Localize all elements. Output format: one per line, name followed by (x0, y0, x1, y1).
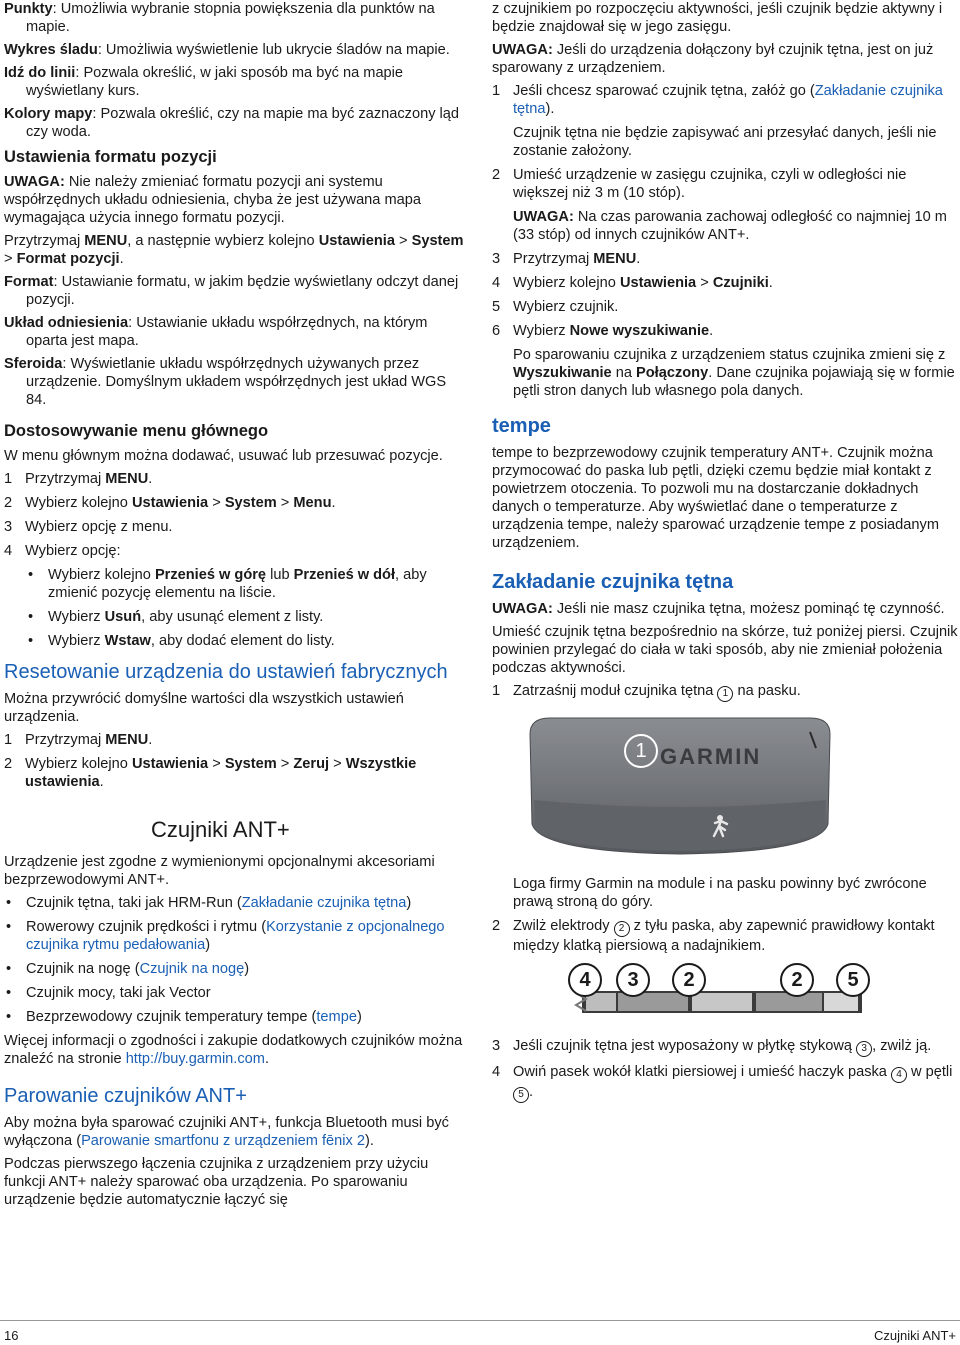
callout-ref: 1 (717, 686, 733, 702)
hr-module-figure (510, 714, 850, 859)
cross-reference-link[interactable]: Parowanie smartfonu z urządzeniem fēnix 2 (81, 1133, 365, 1149)
section-heading-tempe: tempe (492, 415, 551, 437)
list-item: • Wybierz Wstaw, aby dodać element do listy. (26, 632, 466, 650)
step: 4 Owiń pasek wokół klatki piersiowej i umieść haczyk paska 4 w pętli 5 . (492, 1063, 958, 1103)
step-detail: Loga firmy Garmin na module i na pasku powinny być zwrócone prawą stroną do góry. (513, 876, 927, 910)
note: UWAGA: Na czas parowania zachowaj odległość co najmniej 10 m (33 stóp) od innych czujników ANT+. (513, 209, 947, 243)
paragraph: Można przywrócić domyślne wartości dla wszystkich ustawień urządzenia. (4, 691, 404, 725)
paragraph: Więcej informacji o zgodności i zakupie dodatkowych czujników można znaleźć na stronie http://buy.garmin.com. (4, 1033, 463, 1067)
paragraph: Podczas pierwszego łączenia czujnika z urządzeniem przy użyciu funkcji ANT+ należy sparować oba urządzenia. Po sparowaniu urządzenie będzie automatycznie łączyć się (4, 1156, 429, 1208)
step: 3 Jeśli czujnik tętna jest wyposażony w płytkę stykową 3 , zwilż ją. (492, 1037, 958, 1057)
step: 1 Jeśli chcesz sparować czujnik tętna, załóż go (Zakładanie czujnika tętna). (492, 83, 943, 117)
note: UWAGA: Jeśli do urządzenia dołączony był czujnik tętna, jest on już sparowany z urządzeniem. (492, 42, 934, 76)
section-heading-reset: Resetowanie urządzenia do ustawień fabrycznych (4, 661, 448, 683)
list-item: • Bezprzewodowy czujnik temperatury tempe (tempe) (4, 1008, 466, 1026)
map-settings-list (4, 0, 466, 141)
cross-reference-link[interactable]: tempe (316, 1009, 357, 1025)
cross-reference-link[interactable]: Zakładanie czujnika tętna (513, 83, 943, 117)
hr-module-image (510, 714, 850, 859)
step: 5 Wybierz czujnik. (492, 299, 619, 315)
callout-2: 2 (672, 963, 706, 997)
paragraph: Urządzenie jest zgodne z wymienionymi opcjonalnymi akcesoriami bezprzewodowymi ANT+. (4, 854, 435, 888)
callout-1: 1 (624, 734, 658, 768)
section-heading-hr-strap: Zakładanie czujnika tętna (492, 571, 734, 593)
step: 2 Wybierz kolejno Ustawienia > System > Menu. (4, 495, 336, 511)
callout-5: 5 (836, 963, 870, 997)
step-detail: Po sparowaniu czujnika z urządzeniem status czujnika zmieni się z Wyszukiwanie na Połączony. Dane czujnika pojawiają się w formie pętli stron danych lub własnego pola danych. (513, 347, 955, 399)
step: 1 Przytrzymaj MENU. (4, 471, 153, 487)
cross-reference-link[interactable]: Czujnik na nogę (139, 961, 245, 977)
step: 3 Przytrzymaj MENU. (492, 251, 641, 267)
step: 1 Zatrzaśnij moduł czujnika tętna 1 na pasku. (492, 682, 958, 702)
chapter-title: Czujniki ANT+ (151, 817, 290, 842)
list-item: Format: Ustawianie formatu, w jakim będzie wyświetlany odczyt danej pozycji. (4, 274, 459, 308)
cross-reference-link[interactable]: Zakładanie czujnika tętna (241, 895, 407, 911)
strap-figure (572, 963, 872, 1019)
url-link[interactable]: http://buy.garmin.com (125, 1051, 265, 1067)
callout-4: 4 (568, 963, 602, 997)
left-column (4, 0, 466, 1214)
footer-title: Czujniki ANT+ (874, 1328, 956, 1343)
list-item: Idź do linii: Pozwala określić, w jaki sposób ma być na mapie wyświetlany kurs. (4, 65, 404, 99)
section-heading-pairing: Parowanie czujników ANT+ (4, 1085, 247, 1107)
callout-2: 2 (780, 963, 814, 997)
step: 4 Wybierz opcję: (4, 543, 121, 559)
right-column (492, 0, 958, 1109)
list-item: • Rowerowy czujnik prędkości i rytmu (Korzystanie z opcjonalnego czujnika rytmu pedałowania) (4, 918, 466, 954)
list-item: • Czujnik na nogę (Czujnik na nogę) (4, 960, 466, 978)
paragraph: W menu głównym można dodawać, usuwać lub przesuwać pozycje. (4, 448, 443, 464)
page-number: 16 (4, 1328, 19, 1343)
callout-ref: 4 (891, 1067, 907, 1083)
step: 2 Wybierz kolejno Ustawienia > System > Zeruj > Wszystkie ustawienia. (4, 756, 417, 790)
list-item: • Czujnik mocy, taki jak Vector (4, 984, 466, 1002)
list-item: Punkty: Umożliwia wybranie stopnia powiększenia dla punktów na mapie. (4, 1, 435, 35)
step-detail: Czujnik tętna nie będzie zapisywać ani przesyłać danych, jeśli nie zostanie założony. (513, 125, 937, 159)
step: 2 Umieść urządzenie w zasięgu czujnika, czyli w odległości nie większej niż 3 m (10 stóp). (492, 167, 907, 201)
list-item: Kolory mapy: Pozwala określić, czy na mapie ma być zaznaczony ląd czy woda. (4, 106, 460, 140)
paragraph: z czujnikiem po rozpoczęciu aktywności, jeśli czujnik będzie aktywny i będzie znajdował się w jego zasięgu. (492, 1, 943, 35)
paragraph: Umieść czujnik tętna bezpośrednio na skórze, tuż poniżej piersi. Czujnik powinien przylegać do ciała w taki sposób, aby nie zmieniał położenia podczas aktywności. (492, 624, 958, 676)
note: UWAGA: Nie należy zmieniać formatu pozycji ani systemu współrzędnych układu odniesienia, chyba że jest używana mapa wymagająca użycia innego formatu pozycji. (4, 174, 421, 226)
garmin-logo: GARMIN (660, 744, 762, 769)
paragraph: Aby można była sparować czujniki ANT+, funkcja Bluetooth musi być wyłączona (Parowanie smartfonu z urządzeniem fēnix 2). (4, 1115, 449, 1149)
section-heading-position-format: Ustawienia formatu pozycji (4, 148, 217, 166)
step: 3 Wybierz opcję z menu. (4, 519, 173, 535)
list-item: • Wybierz kolejno Przenieś w górę lub Przenieś w dół, aby zmienić pozycję elementu na liście. (26, 566, 466, 602)
callout-ref: 3 (856, 1041, 872, 1057)
list-item: Układ odniesienia: Ustawianie układu współrzędnych, na którym oparta jest mapa. (4, 315, 428, 349)
section-heading-main-menu: Dostosowywanie menu głównego (4, 422, 269, 440)
list-item: • Czujnik tętna, taki jak HRM-Run (Zakładanie czujnika tętna) (4, 894, 466, 912)
list-item: Sferoida: Wyświetlanie układu współrzędnych używanych przez urządzenie. Domyślnym układem współrzędnych jest układ WGS 84. (4, 356, 447, 408)
step: 6 Wybierz Nowe wyszukiwanie. (492, 323, 714, 339)
list-item: • Wybierz Usuń, aby usunąć element z listy. (26, 608, 466, 626)
list-item: Wykres śladu: Umożliwia wyświetlenie lub ukrycie śladów na mapie. (4, 42, 450, 58)
callout-ref: 2 (614, 921, 630, 937)
step: 2 Zwilż elektrody 2 z tyłu paska, aby zapewnić prawidłowy kontakt między klatką piersiową a nadajnikiem. (492, 918, 935, 954)
callout-ref: 5 (513, 1087, 529, 1103)
step: 4 Wybierz kolejno Ustawienia > Czujniki. (492, 275, 773, 291)
cross-reference-link[interactable]: Korzystanie z opcjonalnego czujnika rytmu pedałowania (26, 919, 445, 953)
note: UWAGA: Jeśli nie masz czujnika tętna, możesz pominąć tę czynność. (492, 601, 945, 617)
instruction: Przytrzymaj MENU, a następnie wybierz kolejno Ustawienia > System > Format pozycji. (4, 233, 464, 267)
step: 1 Przytrzymaj MENU. (4, 732, 153, 748)
page-footer (0, 1320, 960, 1344)
callout-3: 3 (616, 963, 650, 997)
paragraph: tempe to bezprzewodowy czujnik temperatury ANT+. Czujnik można przymocować do paska lub pętli, dzięki czemu będzie miał kontakt z powietrzem otoczenia. To pozwoli mu na dostarczanie dokładnych danych o temperaturze. Aby wyświetlać dane o temperaturze z urządzenia tempe, należy sparować urządzenie tempe z posiadanym urządzeniem. (492, 445, 939, 551)
